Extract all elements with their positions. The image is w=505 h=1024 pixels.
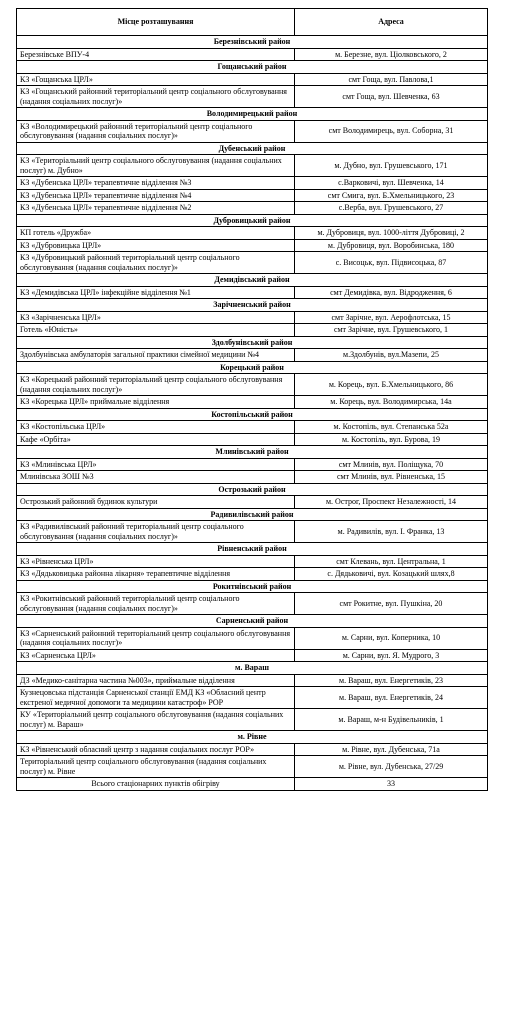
location-cell: Територіальний центр соціального обслуговування (надання соціальних послуг) м. Рівне — [17, 756, 295, 778]
address-cell: смт Клевань, вул. Центральна, 1 — [295, 555, 488, 568]
location-cell: КЗ «Дубровицька ЦРЛ» — [17, 239, 295, 252]
location-cell: Березнівське ВПУ-4 — [17, 48, 295, 61]
table-row — [17, 743, 488, 756]
location-cell: КЗ «Демидівська ЦРЛ» інфекційне відділення №1 — [17, 286, 295, 299]
address-cell: м. Березне, вул. Ціолковського, 2 — [295, 48, 488, 61]
address-cell: смт Зарічне, вул. Грушевського, 1 — [295, 324, 488, 337]
table-row — [17, 311, 488, 324]
table-row — [17, 555, 488, 568]
table-row — [17, 349, 488, 362]
location-cell: КЗ «Гощанський районний територіальний центр соціального обслуговування (надання соціальних послуг)» — [17, 86, 295, 108]
district-header-row — [17, 299, 488, 312]
address-cell: смт Рокитне, вул. Пушкіна, 20 — [295, 593, 488, 615]
location-cell: КЗ «Рівненський обласний центр з надання соціальних послуг РОР» — [17, 743, 295, 756]
district-header-row — [17, 483, 488, 496]
location-cell: КЗ «Костопільська ЦРЛ» — [17, 421, 295, 434]
location-cell: Здолбунівська амбулаторія загальної практики сімейної медицини №4 — [17, 349, 295, 362]
district-header-row — [17, 108, 488, 121]
table-row — [17, 396, 488, 409]
location-cell: Острозький районний будинок культури — [17, 496, 295, 509]
address-cell: м.Здолбунів, вул.Мазепи, 25 — [295, 349, 488, 362]
table-row — [17, 496, 488, 509]
table-row — [17, 421, 488, 434]
district-title: Дубровицький район — [17, 214, 488, 227]
location-cell: КЗ «Млинівська ЦРЛ» — [17, 458, 295, 471]
address-cell: м. Дубровиця, вул. Воробинська, 180 — [295, 239, 488, 252]
district-title: Острозький район — [17, 483, 488, 496]
district-title: Радивилівський район — [17, 508, 488, 521]
table-row — [17, 177, 488, 190]
location-cell: КЗ «Дубровицький районний територіальний центр соціального обслуговування (надання соціальних послуг)» — [17, 252, 295, 274]
table-row — [17, 286, 488, 299]
location-cell: Кафе «Орбіта» — [17, 433, 295, 446]
district-header-row — [17, 408, 488, 421]
district-header-row — [17, 662, 488, 675]
address-cell: смт Демидівка, вул. Відродження, 6 — [295, 286, 488, 299]
location-cell: КЗ «Сарненський районний територіальний центр соціального обслуговування (надання соціальних послуг)» — [17, 627, 295, 649]
district-title: Здолбунівський район — [17, 336, 488, 349]
location-cell: КЗ «Рокитнівський районний територіальний центр соціального обслуговування (надання соціальних послуг)» — [17, 593, 295, 615]
district-title: Зарічненський район — [17, 299, 488, 312]
table-row — [17, 433, 488, 446]
table-row — [17, 568, 488, 581]
table-row — [17, 202, 488, 215]
address-cell: м. Дубно, вул. Грушевського, 171 — [295, 155, 488, 177]
district-title: Дубенський район — [17, 142, 488, 155]
address-cell: м. Вараш, м-н Будівельників, 1 — [295, 709, 488, 731]
total-value: 33 — [295, 778, 488, 791]
location-cell: Млинівська ЗОШ №3 — [17, 471, 295, 484]
address-cell: м. Корець, вул. Б.Хмельницького, 86 — [295, 374, 488, 396]
address-cell: м. Сарни, вул. Я. Мудрого, 3 — [295, 649, 488, 662]
district-header-row — [17, 508, 488, 521]
location-cell: КЗ «Дубенська ЦРЛ» терапевтичне відділення №4 — [17, 189, 295, 202]
table-row — [17, 189, 488, 202]
table-row — [17, 252, 488, 274]
district-header-row — [17, 36, 488, 49]
location-cell: Готель «Юність» — [17, 324, 295, 337]
location-cell: КЗ «Володимирецький районний територіальний центр соціального обслуговування (надання соціальних послуг)» — [17, 120, 295, 142]
district-title: Рокитнівський район — [17, 580, 488, 593]
address-cell: м. Сарни, вул. Коперника, 10 — [295, 627, 488, 649]
table-row — [17, 521, 488, 543]
table-header-row — [17, 9, 488, 36]
heating-points-table — [16, 8, 488, 791]
district-title: Корецький район — [17, 361, 488, 374]
address-cell: смт Володимирець, вул. Соборна, 31 — [295, 120, 488, 142]
district-header-row — [17, 731, 488, 744]
address-cell: с. Висоцьк, вул. Підвисоцька, 87 — [295, 252, 488, 274]
district-header-row — [17, 580, 488, 593]
district-header-row — [17, 336, 488, 349]
table-row — [17, 227, 488, 240]
address-cell: с.Верба, вул. Грушевського, 27 — [295, 202, 488, 215]
address-cell: м. Дубровиця, вул. 1000-ліття Дубровиці, 2 — [295, 227, 488, 240]
district-title: Демидівський район — [17, 274, 488, 287]
district-title: м. Рівне — [17, 731, 488, 744]
address-cell: с.Варковичі, вул. Шевченка, 14 — [295, 177, 488, 190]
district-title: Сарненський район — [17, 615, 488, 628]
district-header-row — [17, 142, 488, 155]
location-cell: ДЗ «Медико-санітарна частина №003», приймальне відділення — [17, 674, 295, 687]
table-row — [17, 756, 488, 778]
address-cell: с. Дядьковичі, вул. Козацький шлях,8 — [295, 568, 488, 581]
table-row — [17, 674, 488, 687]
district-header-row — [17, 61, 488, 74]
district-header-row — [17, 274, 488, 287]
address-cell: смт Млинів, вул. Рівненська, 15 — [295, 471, 488, 484]
total-row — [17, 778, 488, 791]
district-header-row — [17, 214, 488, 227]
table-row — [17, 155, 488, 177]
address-cell: м. Радивилів, вул. І. Франка, 13 — [295, 521, 488, 543]
address-cell: смт Гоща, вул. Шевченка, 63 — [295, 86, 488, 108]
address-cell: м. Корець, вул. Володимирська, 14а — [295, 396, 488, 409]
district-title: Гощанський район — [17, 61, 488, 74]
header-address: Адреса — [295, 9, 488, 36]
location-cell: КЗ «Дядьковицька районна лікарня» терапевтичне відділення — [17, 568, 295, 581]
document-page — [16, 8, 488, 791]
district-header-row — [17, 615, 488, 628]
location-cell: КП готель «Дружба» — [17, 227, 295, 240]
district-header-row — [17, 543, 488, 556]
address-cell: м. Костопіль, вул. Степанська 52а — [295, 421, 488, 434]
district-header-row — [17, 361, 488, 374]
location-cell: КЗ «Територіальний центр соціального обслуговування (надання соціальних послуг) м. Дубно» — [17, 155, 295, 177]
location-cell: КЗ «Дубенська ЦРЛ» терапевтичне відділення №3 — [17, 177, 295, 190]
district-title: Млинівський район — [17, 446, 488, 459]
district-header-row — [17, 446, 488, 459]
address-cell: смт Млинів, вул. Поліщука, 70 — [295, 458, 488, 471]
total-label: Всього стаціонарних пунктів обігріву — [17, 778, 295, 791]
location-cell: КЗ «Радивилівський районний територіальний центр соціального обслуговування (надання соціальних послуг)» — [17, 521, 295, 543]
district-title: м. Вараш — [17, 662, 488, 675]
location-cell: КЗ «Дубенська ЦРЛ» терапевтичне відділення №2 — [17, 202, 295, 215]
address-cell: м. Рівне, вул. Дубенська, 71а — [295, 743, 488, 756]
table-row — [17, 627, 488, 649]
address-cell: смт Смига, вул. Б.Хмельницького, 23 — [295, 189, 488, 202]
table-row — [17, 120, 488, 142]
district-title: Березнівський район — [17, 36, 488, 49]
table-row — [17, 649, 488, 662]
header-location: Місце розташування — [17, 9, 295, 36]
table-body — [17, 36, 488, 791]
district-title: Рівненський район — [17, 543, 488, 556]
table-row — [17, 73, 488, 86]
table-row — [17, 471, 488, 484]
address-cell: м. Рівне, вул. Дубенська, 27/29 — [295, 756, 488, 778]
table-row — [17, 374, 488, 396]
table-row — [17, 709, 488, 731]
table-row — [17, 687, 488, 709]
table-row — [17, 458, 488, 471]
address-cell: м. Костопіль, вул. Бурова, 19 — [295, 433, 488, 446]
table-row — [17, 86, 488, 108]
address-cell: м. Вараш, вул. Енергетиків, 24 — [295, 687, 488, 709]
address-cell: м. Вараш, вул. Енергетиків, 23 — [295, 674, 488, 687]
district-title: Володимирецький район — [17, 108, 488, 121]
location-cell: КЗ «Зарічненська ЦРЛ» — [17, 311, 295, 324]
location-cell: КЗ «Корецький районний територіальний центр соціального обслуговування (надання соціальних послуг)» — [17, 374, 295, 396]
district-title: Костопільський район — [17, 408, 488, 421]
table-row — [17, 239, 488, 252]
address-cell: м. Острог, Проспект Незалежності, 14 — [295, 496, 488, 509]
address-cell: смт Зарічне, вул. Аерофлотська, 15 — [295, 311, 488, 324]
address-cell: смт Гоща, вул. Павлова,1 — [295, 73, 488, 86]
table-row — [17, 593, 488, 615]
location-cell: КЗ «Рівненська ЦРЛ» — [17, 555, 295, 568]
location-cell: КЗ «Корецька ЦРЛ» приймальне відділення — [17, 396, 295, 409]
table-row — [17, 48, 488, 61]
table-row — [17, 324, 488, 337]
location-cell: КЗ «Гощанська ЦРЛ» — [17, 73, 295, 86]
location-cell: КЗ «Сарненська ЦРЛ» — [17, 649, 295, 662]
location-cell: КУ «Територіальний центр соціального обслуговування (надання соціальних послуг) м. Вараш» — [17, 709, 295, 731]
location-cell: Кузнецовська підстанція Сарненської станції ЕМД КЗ «Обласний центр екстреної медичної допомоги та медицини катастроф» РОР — [17, 687, 295, 709]
